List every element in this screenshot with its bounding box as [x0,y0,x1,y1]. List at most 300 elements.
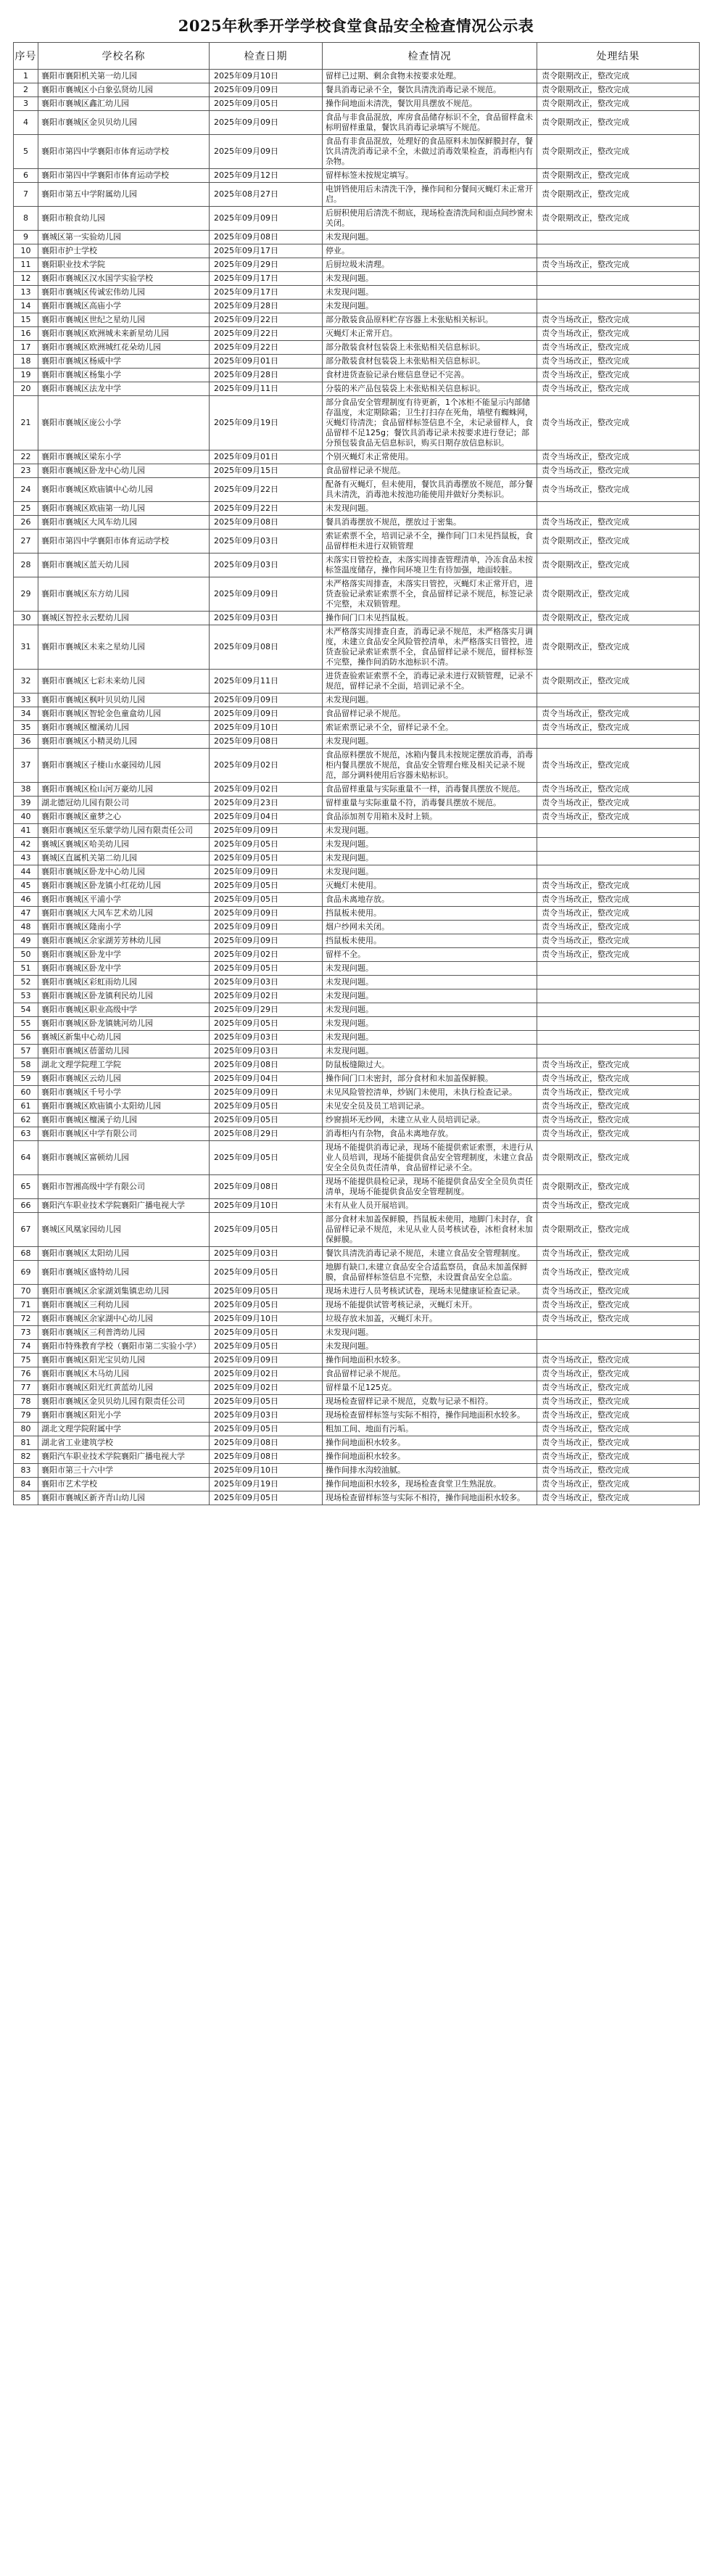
inspection-findings: 地脚有缺口,未建立食品安全合适监察员，食品未加盖保鲜膜，食品留样标签信息不完整，未设置食品安全总监。 [323,1261,537,1285]
school-name: 襄阳市襄城区梁东小学 [38,450,210,464]
school-name: 襄阳职业技术学院 [38,258,210,272]
handling-result: 责令当场改正，整改完成 [537,1395,700,1409]
inspection-findings: 食品留样记录不规范。 [323,1367,537,1381]
table-row [14,1354,700,1367]
handling-result: 责令当场改正，整改完成 [537,749,700,783]
inspection-findings: 未发现问题。 [323,824,537,838]
table-row [14,1086,700,1100]
table-row [14,1491,700,1505]
row-index: 15 [14,313,38,327]
table-row [14,169,700,183]
inspection-date: 2025年09月05日 [210,852,323,865]
school-name: 湖北德冠幼儿园有限公司 [38,797,210,810]
table-row [14,1031,700,1045]
row-index: 7 [14,183,38,207]
inspection-findings: 现场不能提供消毒记录，现场不能提供索证索票，未进行从业人员培训，现场不能提供食品安全管理制度，未建立食品安全全员负责任清单，食品留样记录不全。 [323,1141,537,1175]
school-name: 襄阳市襄城区欧洲城红花朵幼儿园 [38,341,210,355]
school-name: 襄阳市襄城区卧龙中心幼儿园 [38,464,210,478]
row-index: 79 [14,1409,38,1423]
handling-result [537,852,700,865]
handling-result: 责令限期改正，整改完成 [537,670,700,694]
table-row [14,721,700,735]
row-index: 80 [14,1423,38,1436]
header-school: 学校名称 [38,43,210,70]
inspection-date: 2025年09月03日 [210,530,323,554]
row-index: 77 [14,1381,38,1395]
school-name: 襄阳市襄城区智轮金色童盒幼儿园 [38,707,210,721]
inspection-sheet [13,10,699,1505]
row-index: 45 [14,879,38,893]
handling-result [537,1326,700,1340]
inspection-date: 2025年09月22日 [210,327,323,341]
school-name: 湖北文理学院理工学院 [38,1058,210,1072]
inspection-findings: 留样已过期、剩余食物未按要求处理。 [323,70,537,83]
handling-result: 责令当场改正，整改完成 [537,1247,700,1261]
handling-result: 责令当场改正，整改完成 [537,1058,700,1072]
table-row [14,355,700,369]
school-name: 襄阳市襄城区盛特幼儿园 [38,1261,210,1285]
table-row [14,135,700,169]
page-title: 2025年秋季开学学校食堂食品安全检查情况公示表 [178,17,534,35]
inspection-findings: 垃圾存放未加盖，灭蝇灯未开。 [323,1312,537,1326]
row-index: 37 [14,749,38,783]
row-index: 13 [14,286,38,300]
inspection-findings: 配备有灭蝇灯，但未使用，餐饮具消毒摆放不规范，部分餐具未清洗，消毒池未按池功能使用并做好分类标识。 [323,478,537,502]
inspection-date: 2025年09月09日 [210,865,323,879]
header-result: 处理结果 [537,43,700,70]
inspection-date: 2025年09月23日 [210,797,323,810]
inspection-findings: 食品原料摆放不规范，冰箱内餐具未按规定摆放消毒，消毒柜内餐具摆放不规范，食品安全管理台账及相关记录不规范，部分调料使用后容器未贴标识。 [323,749,537,783]
school-name: 襄阳市襄城区千号小学 [38,1086,210,1100]
school-name: 襄阳市第三十六中学 [38,1464,210,1478]
row-index: 21 [14,396,38,450]
inspection-date: 2025年09月02日 [210,948,323,962]
school-name: 襄阳市襄城区欧庙第一幼儿园 [38,502,210,516]
handling-result: 责令当场改正，整改完成 [537,1478,700,1491]
school-name: 襄阳市襄城区三利普湾幼儿园 [38,1326,210,1340]
table-row [14,207,700,231]
table-row [14,810,700,824]
row-index: 75 [14,1354,38,1367]
handling-result: 责令当场改正，整改完成 [537,907,700,921]
row-index: 44 [14,865,38,879]
inspection-findings: 食品添加剂专用箱未及时上锁。 [323,810,537,824]
table-row [14,1175,700,1199]
table-row [14,989,700,1003]
school-name: 襄城区新集中心幼儿园 [38,1031,210,1045]
table-row [14,783,700,797]
school-name: 襄阳市襄城区金贝贝幼儿园 [38,111,210,135]
header-date: 检查日期 [210,43,323,70]
handling-result: 责令当场改正，整改完成 [537,313,700,327]
row-index: 6 [14,169,38,183]
inspection-date: 2025年09月05日 [210,1491,323,1505]
table-row [14,1464,700,1478]
inspection-date: 2025年09月22日 [210,341,323,355]
inspection-date: 2025年09月05日 [210,1326,323,1340]
handling-result: 责令当场改正，整改完成 [537,1450,700,1464]
handling-result: 责令当场改正，整改完成 [537,721,700,735]
handling-result: 责令当场改正，整改完成 [537,355,700,369]
table-row [14,962,700,976]
inspection-findings: 未见安全员及员工培训记录。 [323,1100,537,1114]
inspection-findings: 操作间门口未密封，部分食材和未加盖保鲜膜。 [323,1072,537,1086]
school-name: 襄阳市襄城区余家湖中心幼儿园 [38,1312,210,1326]
inspection-date: 2025年09月01日 [210,355,323,369]
row-index: 74 [14,1340,38,1354]
row-index: 12 [14,272,38,286]
handling-result: 责令限期改正，整改完成 [537,70,700,83]
table-row [14,478,700,502]
inspection-date: 2025年09月08日 [210,1175,323,1199]
inspection-findings: 餐具消毒记录不全，餐饮具清洗消毒记录不规范。 [323,83,537,97]
inspection-findings: 个别灭蝇灯未正常使用。 [323,450,537,464]
row-index: 40 [14,810,38,824]
inspection-date: 2025年09月10日 [210,721,323,735]
inspection-date: 2025年09月09日 [210,111,323,135]
inspection-date: 2025年08月27日 [210,183,323,207]
row-index: 31 [14,625,38,670]
handling-result [537,286,700,300]
inspection-findings: 分装的米产品包装袋上未张贴相关信息标识。 [323,382,537,396]
school-name: 襄阳市襄阳机关第一幼儿园 [38,70,210,83]
row-index: 29 [14,577,38,612]
handling-result: 责令当场改正，整改完成 [537,1199,700,1213]
table-row [14,1017,700,1031]
handling-result [537,1340,700,1354]
inspection-date: 2025年09月08日 [210,1450,323,1464]
inspection-date: 2025年09月08日 [210,1058,323,1072]
table-row [14,865,700,879]
school-name: 襄阳市襄城区高庙小学 [38,300,210,313]
inspection-date: 2025年09月29日 [210,1003,323,1017]
inspection-findings: 未发现问题。 [323,989,537,1003]
inspection-findings: 未发现问题。 [323,1031,537,1045]
school-name: 襄阳市襄城区太阳幼儿园 [38,1247,210,1261]
school-name: 襄阳市襄城区卧龙镇小红花幼儿园 [38,879,210,893]
row-index: 60 [14,1086,38,1100]
inspection-date: 2025年09月17日 [210,286,323,300]
inspection-table [13,42,700,1505]
inspection-findings: 未发现问题。 [323,286,537,300]
handling-result: 责令当场改正，整改完成 [537,1409,700,1423]
row-index: 22 [14,450,38,464]
school-name: 襄城区风凰家园幼儿园 [38,1213,210,1247]
inspection-findings: 未发现问题。 [323,838,537,852]
inspection-date: 2025年09月05日 [210,879,323,893]
row-index: 66 [14,1199,38,1213]
inspection-findings: 未见风险管控清单，炒锅门未使用，未执行检查记录。 [323,1086,537,1100]
handling-result: 责令当场改正，整改完成 [537,464,700,478]
row-index: 49 [14,934,38,948]
row-index: 5 [14,135,38,169]
handling-result: 责令当场改正，整改完成 [537,1299,700,1312]
table-row [14,625,700,670]
row-index: 51 [14,962,38,976]
row-index: 67 [14,1213,38,1247]
handling-result: 责令当场改正，整改完成 [537,893,700,907]
handling-result [537,838,700,852]
handling-result: 责令当场改正，整改完成 [537,797,700,810]
table-row [14,313,700,327]
row-index: 59 [14,1072,38,1086]
inspection-findings: 索证索票不全，培训记录不全，操作间门口未见挡鼠板，食品留样柜未进行双锁管理 [323,530,537,554]
table-row [14,1213,700,1247]
handling-result: 责令当场改正，整改完成 [537,327,700,341]
handling-result: 责令限期改正，整改完成 [537,111,700,135]
inspection-date: 2025年09月09日 [210,135,323,169]
table-row [14,1299,700,1312]
table-row [14,516,700,530]
school-name: 襄阳市襄城区木马幼儿园 [38,1367,210,1381]
handling-result: 责令当场改正，整改完成 [537,1285,700,1299]
inspection-findings: 未发现问题。 [323,1017,537,1031]
table-row [14,272,700,286]
inspection-date: 2025年09月02日 [210,989,323,1003]
school-name: 襄阳市襄城区世纪之星幼儿园 [38,313,210,327]
row-index: 35 [14,721,38,735]
handling-result: 责令当场改正，整改完成 [537,478,700,502]
table-row [14,1003,700,1017]
table-row [14,502,700,516]
inspection-findings: 现场检查留样记录不规范，克数与记录不相符。 [323,1395,537,1409]
table-row [14,450,700,464]
table-row [14,1340,700,1354]
inspection-date: 2025年09月10日 [210,70,323,83]
row-index: 73 [14,1326,38,1340]
table-row [14,1381,700,1395]
inspection-findings: 未有从业人员开展培训。 [323,1199,537,1213]
inspection-findings: 未发现问题。 [323,272,537,286]
row-index: 56 [14,1031,38,1045]
inspection-findings: 现场检查留样标签与实际不相符，操作间地面积水较多。 [323,1409,537,1423]
inspection-findings: 留样不全。 [323,948,537,962]
handling-result: 责令限期改正，整改完成 [537,577,700,612]
school-name: 襄阳市襄城区小精灵幼儿园 [38,735,210,749]
inspection-findings: 操作间地面积水较多。 [323,1436,537,1450]
handling-result: 责令限期改正，整改完成 [537,97,700,111]
table-row [14,879,700,893]
handling-result: 责令当场改正，整改完成 [537,450,700,464]
inspection-date: 2025年09月05日 [210,893,323,907]
inspection-date: 2025年09月19日 [210,396,323,450]
inspection-date: 2025年09月05日 [210,1017,323,1031]
inspection-findings: 未发现问题。 [323,865,537,879]
inspection-findings: 烟户纱网未关闭。 [323,921,537,934]
table-row [14,1285,700,1299]
table-row [14,670,700,694]
handling-result [537,824,700,838]
handling-result: 责令当场改正，整改完成 [537,1086,700,1100]
handling-result [537,1045,700,1058]
inspection-findings: 灭蝇灯未正常开启。 [323,327,537,341]
inspection-date: 2025年09月05日 [210,1114,323,1127]
inspection-date: 2025年09月05日 [210,962,323,976]
row-index: 57 [14,1045,38,1058]
school-name: 襄阳市襄城区法龙中学 [38,382,210,396]
row-index: 25 [14,502,38,516]
inspection-findings: 现场检查留样标签与实际不相符，操作间地面积水较多。 [323,1491,537,1505]
handling-result: 责令当场改正，整改完成 [537,1436,700,1450]
inspection-findings: 留样量不足125克。 [323,1381,537,1395]
row-index: 9 [14,231,38,244]
table-row [14,824,700,838]
inspection-date: 2025年09月08日 [210,625,323,670]
inspection-date: 2025年09月05日 [210,1213,323,1247]
inspection-findings: 餐饮具清洗消毒记录不规范，未建立食品安全管理制度。 [323,1247,537,1261]
table-row [14,83,700,97]
row-index: 43 [14,852,38,865]
school-name: 襄阳市智湘高级中学有限公司 [38,1175,210,1199]
school-name: 襄阳市襄城区卧龙镇利民幼儿园 [38,989,210,1003]
school-name: 襄阳汽车职业技术学院襄阳广播电视大学 [38,1450,210,1464]
inspection-findings: 未落实日管控检查，未落实周排查管理清单，冷冻食品未按标签温度储存，操作间环境卫生有待加强，地面较脏。 [323,554,537,577]
handling-result [537,300,700,313]
handling-result: 责令限期改正，整改完成 [537,207,700,231]
table-row [14,907,700,921]
inspection-findings: 后厨垃圾未清理。 [323,258,537,272]
inspection-date: 2025年09月03日 [210,1045,323,1058]
handling-result: 责令当场改正，整改完成 [537,1114,700,1127]
inspection-findings: 部分散装食材包装袋上未张贴相关信息标识。 [323,355,537,369]
table-row [14,464,700,478]
table-row [14,1478,700,1491]
school-name: 襄阳市襄城区大风车艺术幼儿园 [38,907,210,921]
inspection-date: 2025年09月09日 [210,707,323,721]
handling-result: 责令当场改正，整改完成 [537,1072,700,1086]
school-name: 湖北文理学院附属中学 [38,1423,210,1436]
inspection-date: 2025年09月22日 [210,502,323,516]
school-name: 襄阳市襄城区子棲山水豪园幼儿园 [38,749,210,783]
school-name: 襄阳市襄城区汉水国学实验学校 [38,272,210,286]
inspection-findings: 未发现问题。 [323,852,537,865]
school-name: 襄阳市襄城区新齐青山幼儿园 [38,1491,210,1505]
school-name: 襄阳市襄城区卧龙中学 [38,948,210,962]
inspection-findings: 食品留样记录不规范。 [323,464,537,478]
handling-result: 责令限期改正，整改完成 [537,1175,700,1199]
row-index: 54 [14,1003,38,1017]
inspection-date: 2025年09月10日 [210,1312,323,1326]
row-index: 17 [14,341,38,355]
table-row [14,1058,700,1072]
row-index: 76 [14,1367,38,1381]
inspection-date: 2025年09月29日 [210,258,323,272]
handling-result [537,244,700,258]
inspection-findings: 食品与非食品混放，库房食品储存标识不全，食品留样盒未标明留样重量，餐饮具消毒记录填写不规范。 [323,111,537,135]
school-name: 襄阳市襄城区未来之星幼儿园 [38,625,210,670]
school-name: 襄阳市襄城区卧龙中学 [38,962,210,976]
row-index: 64 [14,1141,38,1175]
row-index: 52 [14,976,38,989]
inspection-findings: 未严格落实周排查，未落实日管控，灭蝇灯未正常开启，进货查验记录索证索票不全，食品留样记录不规范，标签记录不完整，未双锁管理。 [323,577,537,612]
handling-result [537,976,700,989]
table-row [14,111,700,135]
inspection-date: 2025年09月03日 [210,976,323,989]
inspection-findings: 索证索票记录不全，留样记录不全。 [323,721,537,735]
inspection-findings: 未发现问题。 [323,1340,537,1354]
inspection-findings: 粗加工间、地面有污垢。 [323,1423,537,1436]
school-name: 襄阳汽车职业技术学院襄阳广播电视大学 [38,1199,210,1213]
table-row [14,976,700,989]
handling-result [537,1017,700,1031]
inspection-date: 2025年09月09日 [210,577,323,612]
school-name: 襄阳市襄城区卧龙镇姚河幼儿园 [38,1017,210,1031]
school-name: 襄阳市襄城区小白象弘贤幼儿园 [38,83,210,97]
table-row [14,258,700,272]
inspection-findings: 未发现问题。 [323,694,537,707]
inspection-findings: 操作间门口未见挡鼠板。 [323,612,537,625]
table-row [14,612,700,625]
inspection-findings: 未发现问题。 [323,502,537,516]
inspection-findings: 食品留样重量与实际重量不一样，消毒餐具摆放不规范。 [323,783,537,797]
table-row [14,852,700,865]
table-row [14,921,700,934]
row-index: 19 [14,369,38,382]
row-index: 2 [14,83,38,97]
school-name: 襄阳市襄城区富顿幼儿园 [38,1141,210,1175]
inspection-date: 2025年09月17日 [210,244,323,258]
table-row [14,1045,700,1058]
school-name: 襄阳市第四中学襄阳市体育运动学校 [38,530,210,554]
handling-result: 责令限期改正，整改完成 [537,135,700,169]
inspection-date: 2025年09月04日 [210,810,323,824]
row-index: 61 [14,1100,38,1114]
table-row [14,707,700,721]
table-row [14,1199,700,1213]
table-row [14,396,700,450]
inspection-findings: 食品有非食品混放，处理好的食品原料未加保鲜膜封存，餐饮具清洗消毒记录不全，未做过消毒效果检查，消毒柜内有杂物。 [323,135,537,169]
row-index: 30 [14,612,38,625]
row-index: 53 [14,989,38,1003]
inspection-findings: 食材进货查验记录台账信息登记不完善。 [323,369,537,382]
table-row [14,577,700,612]
inspection-date: 2025年09月01日 [210,450,323,464]
school-name: 襄阳市襄城区蓓蕾幼儿园 [38,1045,210,1058]
handling-result: 责令当场改正，整改完成 [537,1354,700,1367]
table-row [14,1450,700,1464]
inspection-date: 2025年09月09日 [210,934,323,948]
row-index: 65 [14,1175,38,1199]
handling-result: 责令当场改正，整改完成 [537,1423,700,1436]
table-row [14,97,700,111]
row-index: 81 [14,1436,38,1450]
inspection-findings: 未发现问题。 [323,1045,537,1058]
school-name: 襄阳市襄城区庞公小学 [38,396,210,450]
handling-result: 责令当场改正，整改完成 [537,382,700,396]
row-index: 10 [14,244,38,258]
handling-result [537,865,700,879]
inspection-findings: 未严格落实周排查自查，消毒记录不规范，未严格落实月调度，未建立食品安全风险管控清单，未严格落实日管控，进货查验记录索证索票不全，食品留样记录不规范，留样标签不完整，操作间消防水池标识不清。 [323,625,537,670]
school-name: 襄阳市襄城区余家湖芳芳林幼儿园 [38,934,210,948]
inspection-date: 2025年09月08日 [210,735,323,749]
inspection-date: 2025年09月09日 [210,921,323,934]
inspection-date: 2025年09月28日 [210,300,323,313]
table-row [14,948,700,962]
handling-result [537,989,700,1003]
inspection-findings: 消毒柜内有杂物，食品未离地存放。 [323,1127,537,1141]
inspection-date: 2025年09月02日 [210,783,323,797]
inspection-date: 2025年09月03日 [210,1031,323,1045]
inspection-date: 2025年09月10日 [210,1199,323,1213]
table-row [14,1409,700,1423]
inspection-findings: 现场不能提供晨检记录，现场不能提供食品安全全员负责任清单，现场不能提供食品安全管理制度。 [323,1175,537,1199]
inspection-date: 2025年09月22日 [210,313,323,327]
inspection-findings: 食品未离地存放。 [323,893,537,907]
school-name: 襄阳市襄城区童梦之心 [38,810,210,824]
school-name: 襄城区襄城区哈美幼儿园 [38,838,210,852]
inspection-date: 2025年09月28日 [210,369,323,382]
handling-result: 责令当场改正，整改完成 [537,369,700,382]
